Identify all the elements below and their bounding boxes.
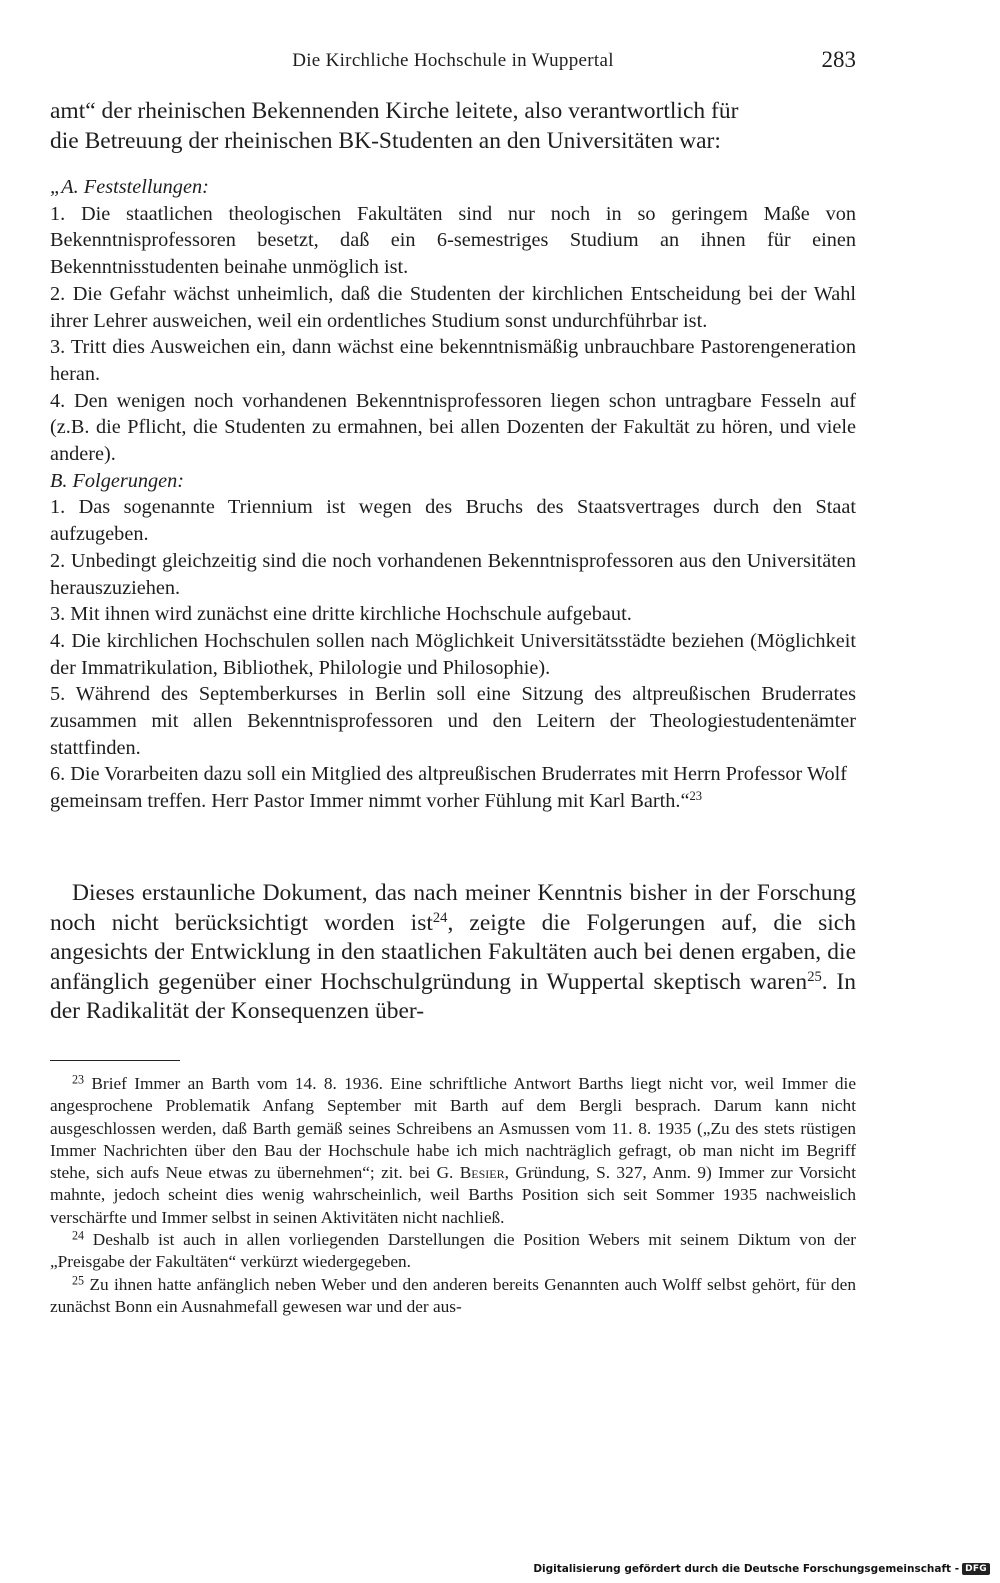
footnote-divider xyxy=(50,1060,180,1061)
quote-item-a2: 2. Die Gefahr wächst unheimlich, daß die Studenten der kirchlichen Entscheidung bei der Wahl ihrer Lehrer ausweichen, weil ein ordentliches Studium sonst undurchführbar ist. xyxy=(50,282,856,332)
footnote-23-text-b: , Gründung, S. 327, Anm. 9) Immer zur Vorsicht mahnte, jedoch scheint dies wenig wahrscheinlich, weil Barths Position sich seit Sommer 1935 nachweislich verschärfte und Immer selbst in seinen Aktivitäten nicht nachließ. xyxy=(50,1163,856,1227)
quote-item-b6-text: 6. Die Vorarbeiten dazu soll ein Mitglied des altpreußischen Bruderrates mit Herrn Professor Wolf gemeinsam treffen. Herr Pastor Immer nimmt vorher Fühlung mit Karl Barth.“ xyxy=(50,763,848,813)
quote-item-a4: 4. Den wenigen noch vorhandenen Bekenntnisprofessoren liegen schon untragbare Fesseln auf (z.B. die Pflicht, die Studenten zu ermahnen, bei allen Dozenten der Fakultät zu hören, und viele andere). xyxy=(50,389,856,466)
quote-item-b1: 1. Das sogenannte Triennium ist wegen des Bruchs des Staatsvertrages durch den Staat aufzugeben. xyxy=(50,496,856,546)
quote-item-b3: 3. Mit ihnen wird zunächst eine dritte kirchliche Hochschule aufgebaut. xyxy=(50,603,632,626)
quote-item-a3: 3. Tritt dies Ausweichen ein, dann wächst eine bekenntnismäßig unbrauchbare Pastorengeneration heran. xyxy=(50,336,856,385)
footnote-ref-24: 24 xyxy=(432,909,448,926)
quote-item-b5: 5. Während des Septemberkurses in Berlin soll eine Sitzung des altpreußischen Bruderrates zusammen mit allen Bekenntnisprofessoren und den Leitern der Theologiestudentenämter stattfinden. xyxy=(50,683,856,759)
dfg-logo: DFG xyxy=(962,1563,990,1575)
quote-heading-a: „A. Feststellungen: xyxy=(50,176,209,198)
credit-text: Digitalisierung gefördert durch die Deutsche Forschungsgemeinschaft - xyxy=(533,1563,960,1575)
paragraph-part-3: . In der Radikalität der Konsequenzen über- xyxy=(50,968,857,1024)
running-head xyxy=(50,47,856,77)
footnote-25-text: Zu ihnen hatte anfänglich neben Weber und den anderen bereits Genannten auch Wolff selbst gehört, für den zunächst Bonn ein Ausnahmefall gewesen war und der aus- xyxy=(50,1274,856,1316)
quoted-document xyxy=(50,174,856,815)
paragraph-part-1: Dieses erstaunliche Dokument, das nach meiner Kenntnis bisher in der Forschung noch nicht berücksichtigt worden ist xyxy=(50,880,856,936)
quote-item-b6 xyxy=(50,761,856,814)
intro-text xyxy=(50,97,856,156)
paragraph-text xyxy=(50,879,856,1027)
footnote-ref-23: 23 xyxy=(689,789,703,804)
quote-item-b2: 2. Unbedingt gleichzeitig sind die noch vorhandenen Bekenntnisprofessoren aus den Universitäten herauszuziehen. xyxy=(50,549,856,599)
footnote-mark-24: 24 xyxy=(72,1228,85,1243)
footnote-mark-25: 25 xyxy=(72,1273,85,1288)
quote-heading-b: B. Folgerungen: xyxy=(50,469,185,492)
quote-item-b4: 4. Die kirchlichen Hochschulen sollen nach Möglichkeit Universitätsstädte beziehen (Möglichkeit der Immatrikulation, Bibliothek, Philologie und Philosophie). xyxy=(50,629,856,679)
intro-line-2: die Betreuung der rheinischen BK-Studenten an den Universitäten war: xyxy=(50,127,721,154)
footnote-24 xyxy=(50,1229,856,1274)
footnotes xyxy=(50,1073,856,1318)
main-paragraph xyxy=(50,879,856,1027)
footnote-mark-23: 23 xyxy=(72,1072,85,1087)
footnote-25 xyxy=(50,1274,856,1319)
digitization-credit xyxy=(533,1563,990,1575)
paragraph-part-2: , zeigte die Folgerungen auf, die sich angesichts der Entwicklung in den staatlichen Fakultäten auch bei denen ergaben, die anfänglich gegenüber einer Hochschulgründung in Wuppertal skeptisch waren xyxy=(50,909,856,995)
footnote-24-text: Deshalb ist auch in allen vorliegenden Darstellungen die Position Webers mit seinem Diktum von der „Preisgabe der Fakultäten“ verkürzt wiedergegeben. xyxy=(50,1230,856,1272)
page-number: 283 xyxy=(821,47,856,72)
running-title: Die Kirchliche Hochschule in Wuppertal xyxy=(292,50,614,71)
footnote-23-text-a: Brief Immer an Barth vom 14. 8. 1936. Eine schriftliche Antwort Barths liegt nicht vor, weil Immer die angesprochene Problematik Anfang September mit Barth auf dem Bergli besprach. Darum kann nicht ausgeschlossen werden, daß Barth gemäß seines Schreibens an Asmussen vom 11. 8. 1935 („Zu des stets rüstigen Immer Nachrichten über den Bau der Hochschule habe ich mich nachträglich gefragt, ob man nicht im Begriff stehe, sich aufs Neue etwas zu übernehmen“; zit. bei G. xyxy=(50,1074,856,1183)
quote-item-a1: 1. Die staatlichen theologischen Fakultäten sind nur noch in so geringem Maße von Bekenntnisprofessoren besetzt, daß ein 6-semestriges Studium an ihnen für einen Bekenntnisstudenten beinahe unmöglich ist. xyxy=(50,202,856,279)
footnote-23 xyxy=(50,1073,856,1229)
footnote-23-author: Besier xyxy=(459,1163,505,1183)
intro-line-1: amt“ der rheinischen Bekennenden Kirche leitete, also verantwortlich für xyxy=(50,98,739,124)
footnote-ref-25: 25 xyxy=(807,968,822,985)
